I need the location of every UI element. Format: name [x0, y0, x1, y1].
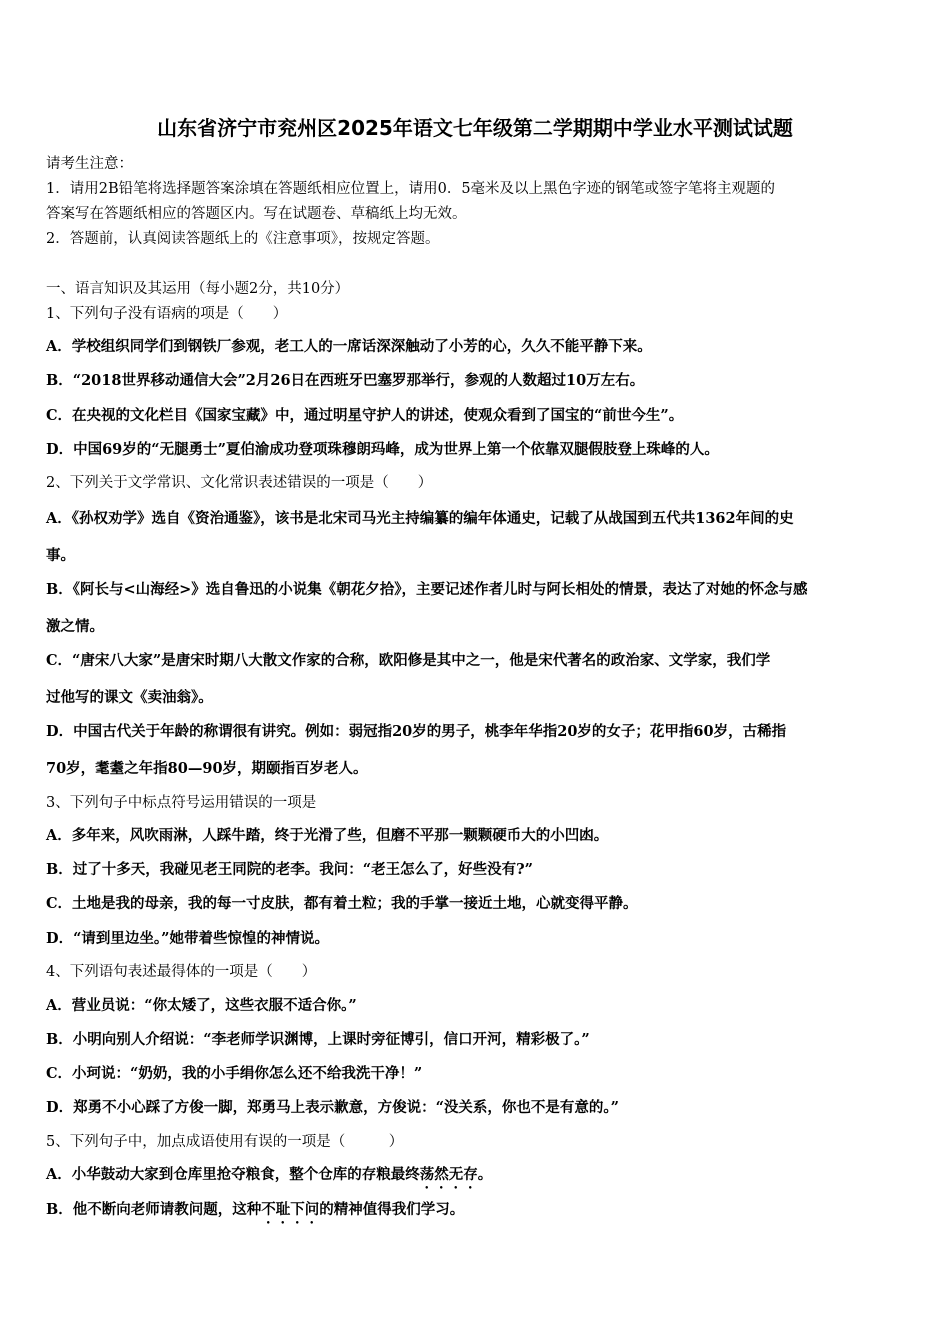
question-2-option-b-line-1: B．《阿长与<山海经>》选自鲁迅的小说集《朝花夕拾》，主要记述作者儿时与阿长相处的情景，表达了对她的怀念与感	[46, 581, 808, 598]
question-3-stem: 3、下列句子中标点符号运用错误的一项是	[46, 795, 317, 811]
question-2-option-c-line-1: C．“唐宋八大家”是唐宋时期八大散文作家的合称，欧阳修是其中之一，他是宋代著名的政治家、文学家，我们学	[46, 652, 771, 669]
notice-heading: 请考生注意：	[46, 156, 133, 172]
question-5-option-a-end: 。	[477, 1166, 493, 1183]
section-1-heading: 一、语言知识及其运用（每小题2分，共10分）	[46, 281, 350, 297]
question-2-option-c-line-2: 过他写的课文《卖油翁》。	[46, 689, 213, 706]
question-4-option-d: D．郑勇不小心踩了方俊一脚，郑勇马上表示歉意，方俊说：“没关系，你也不是有意的。”	[46, 1099, 620, 1116]
question-3-option-c: C．土地是我的母亲，我的每一寸皮肤，都有着土粒；我的手掌一接近土地，心就变得平静。	[46, 895, 638, 912]
question-5-option-b	[46, 1198, 464, 1227]
question-5-option-b-idiom: 不耻下问	[261, 1201, 320, 1218]
question-2-option-d-line-2: 70岁，耄耋之年指80—90岁，期颐指百岁老人。	[46, 760, 368, 777]
question-5-option-a	[46, 1163, 492, 1192]
question-2-option-d-line-1: D．中国古代关于年龄的称谓很有讲究。例如：弱冠指20岁的男子，桃李年华指20岁的女子；花甲指60岁，古稀指	[46, 723, 787, 740]
question-5-option-a-idiom: 荡然无存	[419, 1166, 478, 1183]
question-2-option-b-line-2: 激之情。	[46, 618, 104, 635]
question-1-stem: 1、下列句子没有语病的项是（ ）	[46, 306, 288, 322]
question-2-stem: 2、下列关于文学常识、文化常识表述错误的一项是（ ）	[46, 475, 433, 491]
notice-item-1-line-2: 答案写在答题纸相应的答题区内。写在试题卷、草稿纸上均无效。	[46, 206, 467, 222]
question-5-stem: 5、下列句子中，加点成语使用有误的一项是（ ）	[46, 1134, 404, 1150]
question-3-option-d: D．“请到里边坐。”她带着些惊惶的神情说。	[46, 930, 330, 947]
question-4-option-c: C．小珂说：“奶奶，我的小手绢你怎么还不给我洗干净！”	[46, 1065, 423, 1082]
question-1-option-d: D．中国69岁的“无腿勇士”夏伯渝成功登项珠穆朗玛峰，成为世界上第一个依靠双腿假肢登上珠峰的人。	[46, 441, 719, 458]
question-1-option-b: B．“2018世界移动通信大会”2月26日在西班牙巴塞罗那举行，参观的人数超过10万左右。	[46, 372, 645, 389]
question-4-option-a: A．营业员说：“你太矮了，这些衣服不适合你。”	[46, 997, 357, 1014]
notice-item-2: 2．答题前，认真阅读答题纸上的《注意事项》，按规定答题。	[46, 231, 440, 247]
question-3-option-a: A．多年来，风吹雨淋，人踩牛踏，终于光滑了些，但磨不平那一颗颗硬币大的小凹凼。	[46, 827, 609, 844]
question-1-option-a: A．学校组织同学们到钢铁厂参观，老工人的一席话深深触动了小芳的心，久久不能平静下来。	[46, 338, 652, 355]
question-2-option-a-line-1: A．《孙权劝学》选自《资治通鉴》，该书是北宋司马光主持编纂的编年体通史，记载了从战国到五代共1362年间的史	[46, 510, 794, 527]
page-title: 山东省济宁市兖州区2025年语文七年级第二学期期中学业水平测试试题	[157, 116, 793, 140]
question-5-option-a-text: A．小华鼓动大家到仓库里抢夺粮食，整个仓库的存粮最终	[46, 1166, 420, 1183]
question-5-option-b-text: B．他不断向老师请教问题，这种	[46, 1201, 262, 1218]
notice-item-1-line-1: 1．请用2B铅笔将选择题答案涂填在答题纸相应位置上，请用0．5毫米及以上黑色字迹的钢笔或签字笔将主观题的	[46, 181, 776, 197]
question-1-option-c: C．在央视的文化栏目《国家宝藏》中，通过明星守护人的讲述，使观众看到了国宝的“前世今生”。	[46, 407, 684, 424]
question-2-option-a-line-2: 事。	[46, 547, 75, 564]
question-3-option-b: B．过了十多天，我碰见老王同院的老李。我问：“老王怎么了，好些没有?”	[46, 861, 533, 878]
question-4-stem: 4、下列语句表述最得体的一项是（ ）	[46, 964, 317, 980]
question-4-option-b: B．小明向别人介绍说：“李老师学识渊博，上课时旁征博引，信口开河，精彩极了。”	[46, 1031, 590, 1048]
question-5-option-b-end: 的精神值得我们学习。	[319, 1201, 465, 1218]
